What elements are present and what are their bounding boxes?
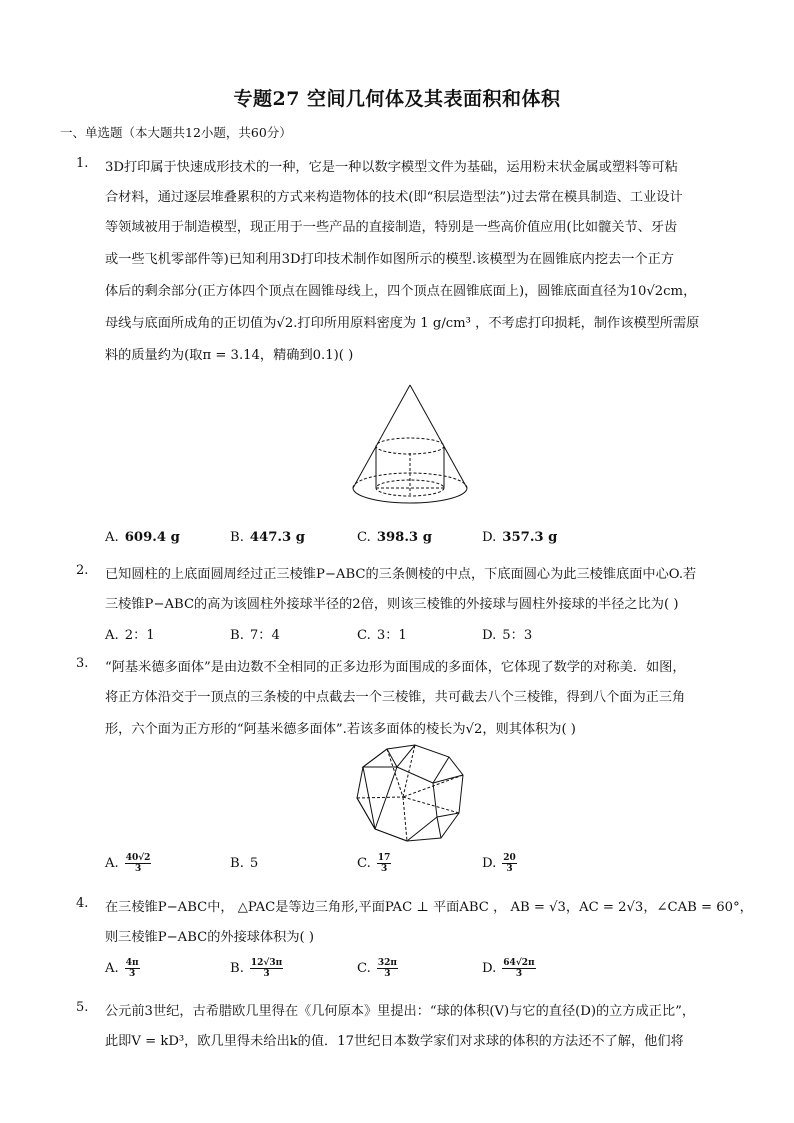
option-d[interactable]: D. 357.3 g (482, 530, 558, 545)
question-text-line: 料的质量约为(取π = 3.14，精确到0.1)( ) (105, 348, 354, 363)
fraction: $\frac{64√2\pi}{3}$ (503, 958, 535, 979)
section-heading: 一、单选题（本大题共12小题，共60分） (60, 125, 292, 140)
fraction: $\frac{17}{3}$ (377, 853, 391, 874)
question-text-line: “阿基米德多面体”是由边数不全相同的正多边形为面围成的多面体，它体现了数学的对称美．如图， (105, 660, 686, 675)
question-text-line: 等领域被用于制造模型，现正用于一些产品的直接制造，特别是一些高价值应用(比如髋关节、牙齿 (105, 220, 678, 235)
question-text-line: 3D打印属于快速成形技术的一种，它是一种以数字模型文件为基础，运用粉末状金属或塑料等可粘 (105, 160, 678, 175)
fraction: $\frac{4\pi}{3}$ (125, 958, 139, 979)
fraction: $\frac{20}{3}$ (503, 853, 516, 874)
page-title: 专题27 空间几何体及其表面积和体积 (233, 88, 561, 110)
option-d[interactable]: D. 5：3 (482, 628, 533, 643)
option-c[interactable]: C. 398.3 g (357, 530, 432, 545)
option-c[interactable]: C. $\frac{32\pi}{3}$ (357, 958, 397, 979)
question-text-line: 此即V = kD³，欧几里得未给出k的值．17世纪日本数学家们对求球的体积的方法还不了解，他们将 (105, 1034, 684, 1049)
option-a[interactable]: A. 2：1 (105, 628, 155, 643)
option-b[interactable]: B. 447.3 g (230, 530, 305, 545)
question-number: 2. (76, 563, 89, 578)
question-text-line: 在三棱锥P−ABC中， △PAC是等边三角形,平面PAC ⊥ 平面ABC ， AB = √3，AC = 2√3，∠CAB = 60°， (105, 900, 753, 915)
option-a[interactable]: A. 609.4 g (105, 530, 180, 545)
question-text-line: 公元前3世纪，古希腊欧几里得在《几何原本》里提出：“球的体积(V)与它的直径(D)的立方成正比”， (105, 1004, 696, 1019)
option-b[interactable]: B. 5 (230, 856, 259, 871)
option-c[interactable]: C. $\frac{17}{3}$ (357, 853, 391, 874)
fraction: $\frac{40√2}{3}$ (125, 853, 151, 874)
question-number: 5. (76, 1000, 89, 1015)
fraction: $\frac{12√3\pi}{3}$ (250, 958, 283, 979)
question-text-line: 或一些飞机零部件等)已知利用3D打印技术制作如图所示的模型.该模型为在圆锥底内挖去一个正方 (105, 252, 674, 267)
option-d[interactable]: D. $\frac{64√2\pi}{3}$ (482, 958, 535, 979)
option-b[interactable]: B. $\frac{12√3\pi}{3}$ (230, 958, 283, 979)
option-d[interactable]: D. $\frac{20}{3}$ (482, 853, 516, 874)
question-text-line: 母线与底面所成角的正切值为√2.打印所用原料密度为 1 g/cm³ ，不考虑打印损耗，制作该模型所需原 (105, 316, 700, 331)
question-text-line: 则三棱锥P−ABC的外接球体积为( ) (105, 930, 315, 945)
option-a[interactable]: A. $\frac{4\pi}{3}$ (105, 958, 139, 979)
question-text-line: 已知圆柱的上底面圆周经过正三棱锥P−ABC的三条侧棱的中点，下底面圆心为此三棱锥底面中心O.若 (105, 567, 697, 582)
question-text-line: 合材料，通过逐层堆叠累积的方式来构造物体的技术(即“积层造型法”)过去常在模具制造、工业设计 (105, 190, 683, 205)
option-c[interactable]: C. 3：1 (357, 628, 407, 643)
question-text-line: 形，六个面为正方形的“阿基米德多面体”.若该多面体的棱长为√2，则其体积为( ) (105, 722, 576, 737)
archimedes-polyhedron-figure (353, 743, 467, 843)
fraction: $\frac{32\pi}{3}$ (377, 958, 397, 979)
question-number: 1. (76, 156, 89, 171)
question-number: 4. (76, 896, 89, 911)
question-number: 3. (76, 656, 89, 671)
question-text-line: 将正方体沿交于一顶点的三条棱的中点截去一个三棱锥，共可截去八个三棱锥，得到八个面为正三角 (105, 690, 686, 705)
question-text-line: 三棱锥P−ABC的高为该圆柱外接球半径的2倍，则该三棱锥的外接球与圆柱外接球的半径之比为( ) (105, 597, 679, 612)
cone-with-cube-figure (345, 383, 475, 518)
option-b[interactable]: B. 7：4 (230, 628, 280, 643)
question-text-line: 体后的剩余部分(正方体四个顶点在圆锥母线上，四个顶点在圆锥底面上)，圆锥底面直径为10√2cm， (105, 284, 697, 299)
option-a[interactable]: A. $\frac{40√2}{3}$ (105, 853, 151, 874)
